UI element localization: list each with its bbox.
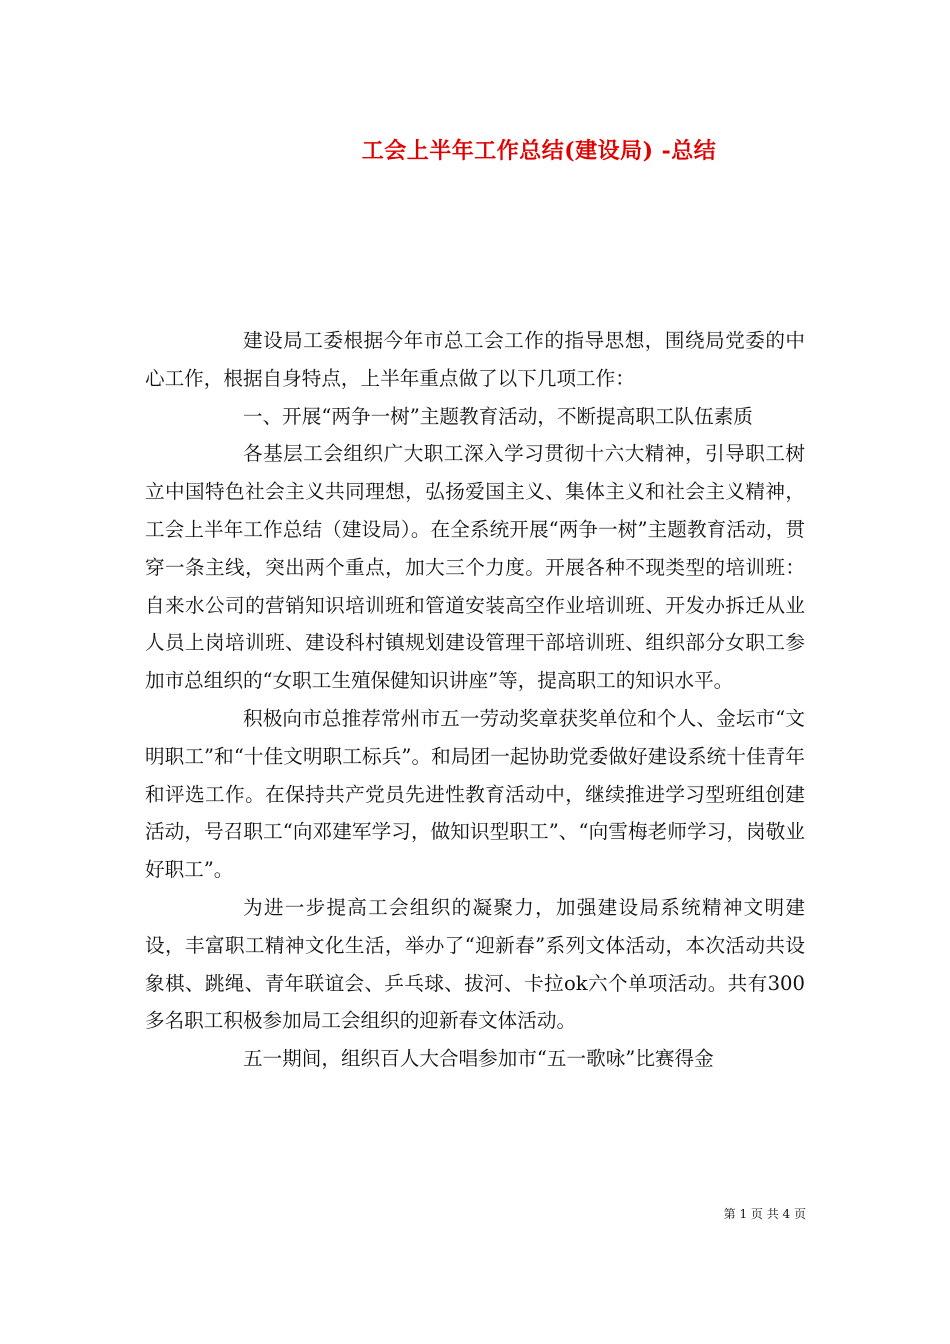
document-title: 工会上半年工作总结(建设局) -总结 [361, 138, 717, 164]
document-body [145, 322, 805, 1078]
page-number: 第 1 页 共 4 页 [723, 1207, 806, 1221]
section-heading-1: 一、开展“两争一树”主题教育活动，不断提高职工队伍素质 [243, 404, 753, 428]
paragraph-may-day: 五一期间，组织百人大合唱参加市“五一歌咏”比赛得金 [243, 1047, 714, 1071]
paragraph-recommend: 积极向市总推荐常州市五一劳动奖章获奖单位和个人、金坛市“文明职工”和“十佳文明职工标兵”。和局团一起协助党委做好建设系统十佳青年和评选工作。在保持共产党员先进性教育活动中，继续推进学习型班组创建活动，号召职工“向邓建军学习，做知识型职工”、“向雪梅老师学习，岗敬业好职工”。 [145, 706, 805, 882]
paragraph-study: 各基层工会组织广大职工深入学习贯彻十六大精神，引导职工树立中国特色社会主义共同理想，弘扬爱国主义、集体主义和社会主义精神，工会上半年工作总结（建设局）。在全系统开展“两争一树”主题教育活动，贯穿一条主线，突出两个重点，加大三个力度。开展各种不现类型的培训班：自来水公司的营销知识培训班和管道安装高空作业培训班、开发办拆迁从业人员上岗培训班、建设科村镇规划建设管理干部培训班、组织部分女职工参加市总组织的“女职工生殖保健知识讲座”等，提高职工的知识水平。 [145, 442, 805, 693]
paragraph-intro: 建设局工委根据今年市总工会工作的指导思想，围绕局党委的中心工作，根据自身特点，上半年重点做了以下几项工作： [145, 329, 805, 390]
paragraph-activities: 为进一步提高工会组织的凝聚力，加强建设局系统精神文明建设，丰富职工精神文化生活，举办了“迎新春”系列文体活动，本次活动共设象棋、跳绳、青年联谊会、乒乓球、拔河、卡拉ok六个单项活动。共有300多名职工积极参加局工会组织的迎新春文体活动。 [145, 895, 805, 1033]
